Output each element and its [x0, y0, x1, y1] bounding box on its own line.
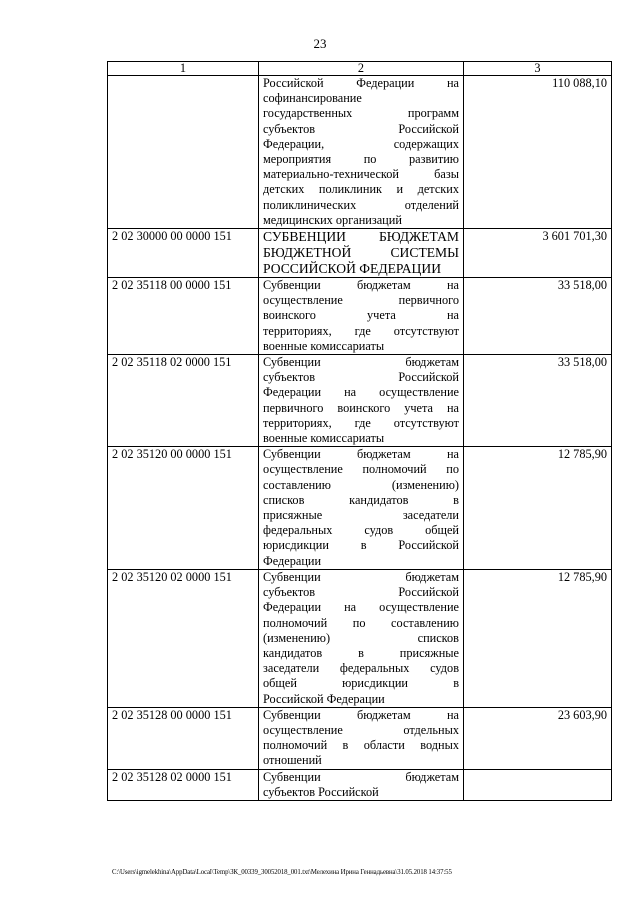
description-line: (изменению) списков — [263, 630, 459, 645]
table-row — [108, 355, 612, 447]
description-line: Субвенции бюджетам на — [263, 278, 459, 293]
description-cell — [259, 447, 464, 570]
description-line: поликлинических отделений — [263, 197, 459, 212]
table-row — [108, 569, 612, 707]
description-line: списков кандидатов в — [263, 492, 459, 507]
budget-code-cell: 2 02 35128 00 0000 151 — [108, 707, 259, 769]
column-header-2: 2 — [259, 62, 464, 76]
description-line: Субвенции бюджетам на — [263, 447, 459, 462]
table-row — [108, 707, 612, 769]
table-row — [108, 229, 612, 278]
amount-cell: 12 785,90 — [464, 447, 612, 570]
description-line: СУБВЕНЦИИ БЮДЖЕТАМ — [263, 229, 459, 245]
page-number: 23 — [313, 36, 327, 51]
description-line: территориях, где отсутствуют — [263, 415, 459, 430]
amount-cell — [464, 769, 612, 800]
description-line: первичного воинского учета на — [263, 400, 459, 415]
amount-cell: 110 088,10 — [464, 76, 612, 229]
file-path-footer: C:\Users\igmelekhina\AppData\Local\Temp\ЗК_00339_30052018_001.txt\Мелехина Ирина Геннадьевна\31.05.2018 14:37:55 — [112, 869, 452, 876]
description-line: территориях, где отсутствуют — [263, 323, 459, 338]
table-row — [108, 278, 612, 355]
description-cell — [259, 229, 464, 278]
description-line: отношений — [263, 753, 322, 768]
description-cell — [259, 707, 464, 769]
budget-code-cell: 2 02 30000 00 0000 151 — [108, 229, 259, 278]
description-line: составлению (изменению) — [263, 477, 459, 492]
description-line: Субвенции бюджетам на — [263, 707, 459, 722]
description-line: софинансирование — [263, 91, 362, 106]
table-row — [108, 76, 612, 229]
description-cell — [259, 76, 464, 229]
description-line: полномочий в области водных — [263, 738, 459, 753]
description-line: Федерации на осуществление — [263, 385, 459, 400]
description-line: кандидатов в присяжные — [263, 645, 459, 660]
amount-cell: 12 785,90 — [464, 569, 612, 707]
description-line: субъектов Российской — [263, 121, 459, 136]
budget-code-cell: 2 02 35118 00 0000 151 — [108, 278, 259, 355]
amount-cell: 23 603,90 — [464, 707, 612, 769]
description-line: Федерации на осуществление — [263, 600, 459, 615]
table-row — [108, 447, 612, 570]
description-line: воинского учета на — [263, 308, 459, 323]
description-line: РОССИЙСКОЙ ФЕДЕРАЦИИ — [263, 261, 442, 277]
budget-code-cell — [108, 76, 259, 229]
description-line: заседатели федеральных судов — [263, 661, 459, 676]
description-cell — [259, 769, 464, 800]
description-line: военные комиссариаты — [263, 431, 385, 446]
description-line: военные комиссариаты — [263, 338, 385, 353]
description-line: общей юрисдикции в — [263, 676, 459, 691]
description-line: Субвенции бюджетам — [263, 569, 459, 584]
description-line: осуществление отдельных — [263, 722, 459, 737]
description-line: субъектов Российской — [263, 370, 459, 385]
description-line: федеральных судов общей — [263, 523, 459, 538]
description-line: осуществление первичного — [263, 293, 459, 308]
table-row — [108, 769, 612, 800]
description-line: мероприятия по развитию — [263, 152, 459, 167]
amount-cell: 33 518,00 — [464, 278, 612, 355]
description-line: Субвенции бюджетам — [263, 355, 459, 370]
description-line: субъектов Российской — [263, 784, 379, 799]
description-line: присяжные заседатели — [263, 508, 459, 523]
description-line: Субвенции бюджетам — [263, 769, 459, 784]
description-line: БЮДЖЕТНОЙ СИСТЕМЫ — [263, 245, 459, 261]
budget-table — [107, 61, 612, 801]
description-line: Федерации, содержащих — [263, 136, 459, 151]
description-line: юрисдикции в Российской — [263, 538, 459, 553]
description-line: Российской Федерации на — [263, 76, 459, 90]
description-cell — [259, 355, 464, 447]
description-line: осуществление полномочий по — [263, 462, 459, 477]
description-line: детских поликлиник и детских — [263, 182, 459, 197]
amount-cell: 3 601 701,30 — [464, 229, 612, 278]
column-header-3: 3 — [464, 62, 612, 76]
description-line: Российской Федерации — [263, 691, 385, 706]
description-line: медицинских организаций — [263, 212, 402, 227]
budget-code-cell: 2 02 35128 02 0000 151 — [108, 769, 259, 800]
amount-cell: 33 518,00 — [464, 355, 612, 447]
description-line: Федерации — [263, 553, 322, 568]
description-line: субъектов Российской — [263, 585, 459, 600]
description-line: государственных программ — [263, 106, 459, 121]
description-line: полномочий по составлению — [263, 615, 459, 630]
budget-code-cell: 2 02 35120 02 0000 151 — [108, 569, 259, 707]
description-cell — [259, 569, 464, 707]
column-header-1: 1 — [108, 62, 259, 76]
description-line: материально-технической базы — [263, 167, 459, 182]
description-cell — [259, 278, 464, 355]
table-header-row — [108, 62, 612, 76]
budget-code-cell: 2 02 35120 00 0000 151 — [108, 447, 259, 570]
budget-code-cell: 2 02 35118 02 0000 151 — [108, 355, 259, 447]
